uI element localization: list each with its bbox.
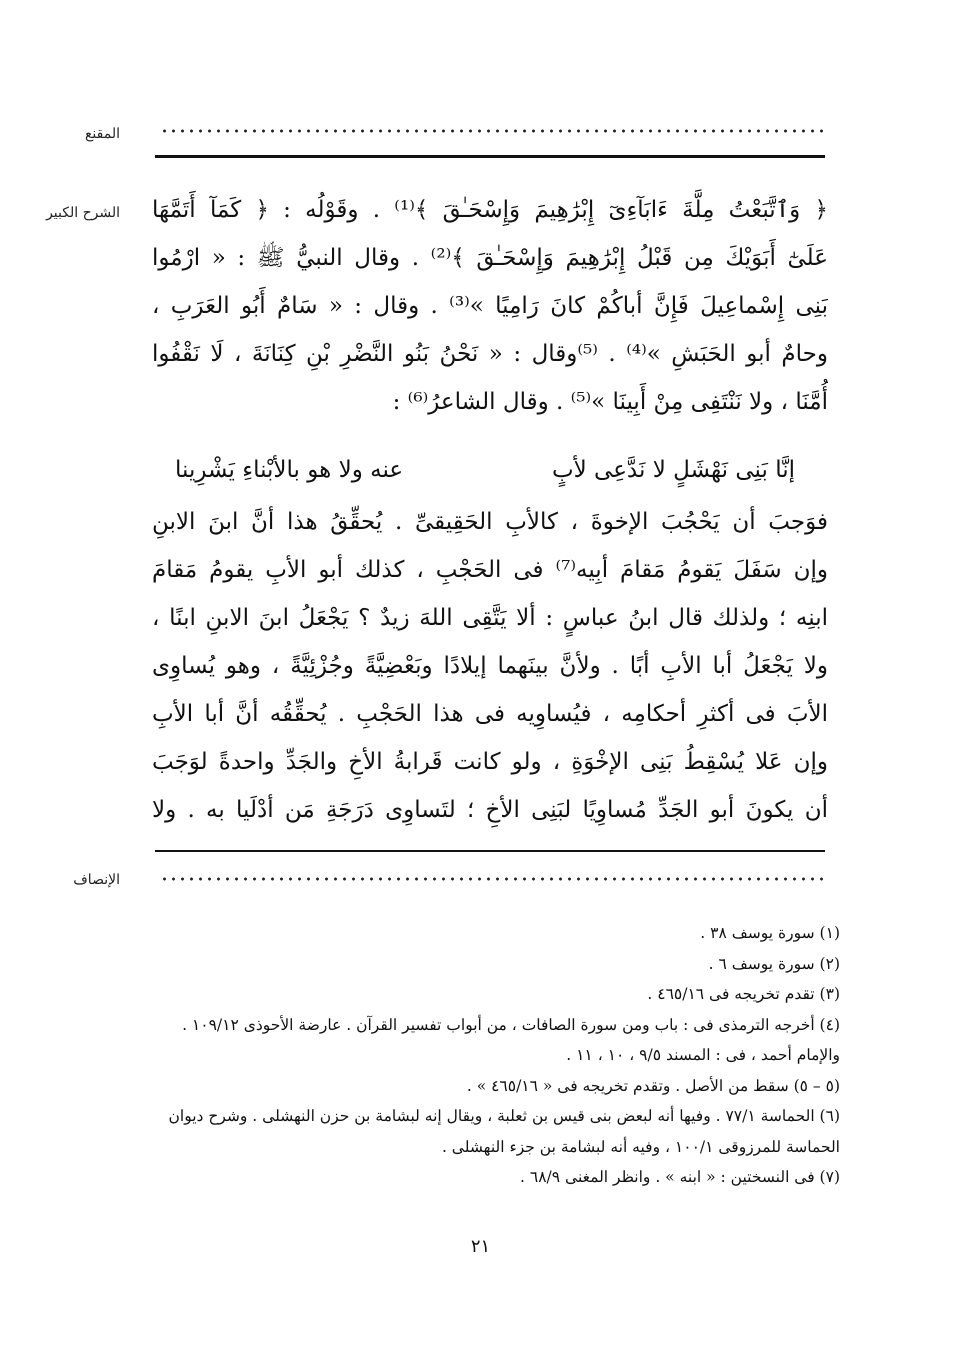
footnote: الحماسة للمرزوقى ١٠٠/١ ، وفيه أنه لبشامة بن جزء النهشلى .: [441, 1137, 840, 1156]
footnote: (٦) الحماسة ٧٧/١ . وفيها أنه لبعض بنى قيس بن ثعلبة ، ويقال إنه لبشامة بن حزن النهشلى . وشرح ديوان: [168, 1107, 840, 1125]
text-line: وإن سَفَلَ يَقومُ مَقامَ أبِيه⁽⁷⁾ فى الحَجْبِ ، كذلك أبو الأبِ يقومُ مَقامَ: [152, 557, 828, 583]
text-line: وإن عَلا يُسْقِطُ بَنِى الإخْوَةِ ، ولو كانت قَرابةُ الأخِ والجَدِّ واحدةً لوَجَبَ: [152, 749, 828, 775]
footnote: والإمام أحمد ، فى : المسند ٩/٥ ، ١٠ ، ١١ .: [566, 1046, 840, 1064]
text-line: ولا يَجْعَلُ أبا الأبِ أبًا . ولأنَّ بينَهما إيلادًا وبَعْضِيَّةً وجُزْئِيَّةً ، وهو يُساوِى: [152, 653, 828, 679]
book-title-label: المقنع: [84, 126, 120, 142]
footnote: (٣) تقدم تخريجه فى ٤٦٥/١٦ .: [647, 985, 840, 1003]
poetry-verse: [175, 446, 815, 494]
main-text-block: [152, 186, 828, 426]
text-line: وحامٌ أبو الحَبَشِ »⁽⁴⁾ . ⁽⁵⁾وقال : « نَحْنُ بَنُو النَّضْرِ بْنِ كِنَانَةَ ، لَا نَقْفُوا: [152, 341, 828, 367]
footnote: (٢) سورة يوسف ٦ .: [708, 954, 840, 973]
text-line: بَنِى إِسْماعِيلَ فَإِنَّ أباكُمْ كانَ رَامِيًا »⁽³⁾ . وقال : « سَامٌ أَبُو العَرَبِ ،: [152, 293, 828, 319]
commentary-title-label: الشرح الكبير: [46, 205, 120, 221]
body-end-rule: [155, 850, 825, 852]
text-line: فوَجبَ أن يَحْجُبَ الإخوةَ ، كالأبِ الحَقِيقىِّ . يُحقِّقُ هذا أنَّ ابنَ الابنِ: [152, 509, 828, 535]
bottom-dotted-separator: [160, 876, 825, 882]
footnote: (١) سورة يوسف ٣٨ .: [700, 924, 840, 942]
text-line: ﴿ وَٱتَّبَعْتُ مِلَّةَ ءَابَآءِىٓ إِبْرَٰهِيمَ وَإِسْحَـٰقَ ﴾⁽¹⁾ . وقَوْلُه : ﴿ كَمَآ أَتَمَّهَا: [152, 197, 828, 223]
page-number: ٢١: [470, 1236, 491, 1257]
footnote: (٥ – ٥) سقط من الأصل . وتقدم تخريجه فى « ٤٦٥/١٦ » .: [466, 1076, 840, 1095]
text-line: أن يكونَ أبو الجَدِّ مُساوِيًا لبَنِى الأخِ ؛ لتَساوِى دَرَجَةِ مَن أدْلَيا به . ولا: [152, 797, 828, 823]
footnote: (٧) فى النسختين : « ابنه » . وانظر المغنى ٦٨/٩ .: [520, 1168, 840, 1186]
footnotes-block: [150, 918, 840, 1193]
paragraph-block: [152, 498, 828, 834]
text-line: أُمَّنَا ، ولا نَنْتَفِى مِنْ أَبِينَا »⁽⁵⁾ . وقال الشاعرُ⁽⁶⁾ :: [392, 389, 828, 415]
top-dotted-separator: [160, 128, 825, 134]
text-line: الأبَ فى أكثرِ أحكامِه ، فيُساوِيه فى هذا الحَجْبِ . يُحقِّقُه أنَّ أبا الأبِ: [152, 701, 828, 727]
footnote: (٤) أخرجه الترمذى فى : باب ومن سورة الصافات ، من أبواب تفسير القرآن . عارضة الأحوذى ١٠٩/١٢ .: [182, 1015, 840, 1034]
header-rule: [155, 155, 825, 158]
text-line: عَلَىٰٓ أَبَوَيْكَ مِن قَبْلُ إِبْرَٰهِيمَ وَإِسْحَـٰقَ ﴾⁽²⁾ . وقال النبيُّ ﷺ : « ارْمُوا: [152, 245, 828, 271]
verse-second-hemistich: عنه ولا هو بالأبْناءِ يَشْرِينا: [175, 457, 404, 483]
text-line: ابنِه ؛ ولذلك قال ابنُ عباسٍ : ألا يَتَّقِى اللهَ زيدٌ ؟ يَجْعَلُ ابنَ الابنِ ابنًا ،: [152, 605, 828, 631]
insaf-title-label: الإنصاف: [73, 872, 120, 888]
verse-first-hemistich: إنَّا بَنِى نَهْشَلٍ لا نَدَّعِى لأبٍ: [551, 457, 795, 483]
